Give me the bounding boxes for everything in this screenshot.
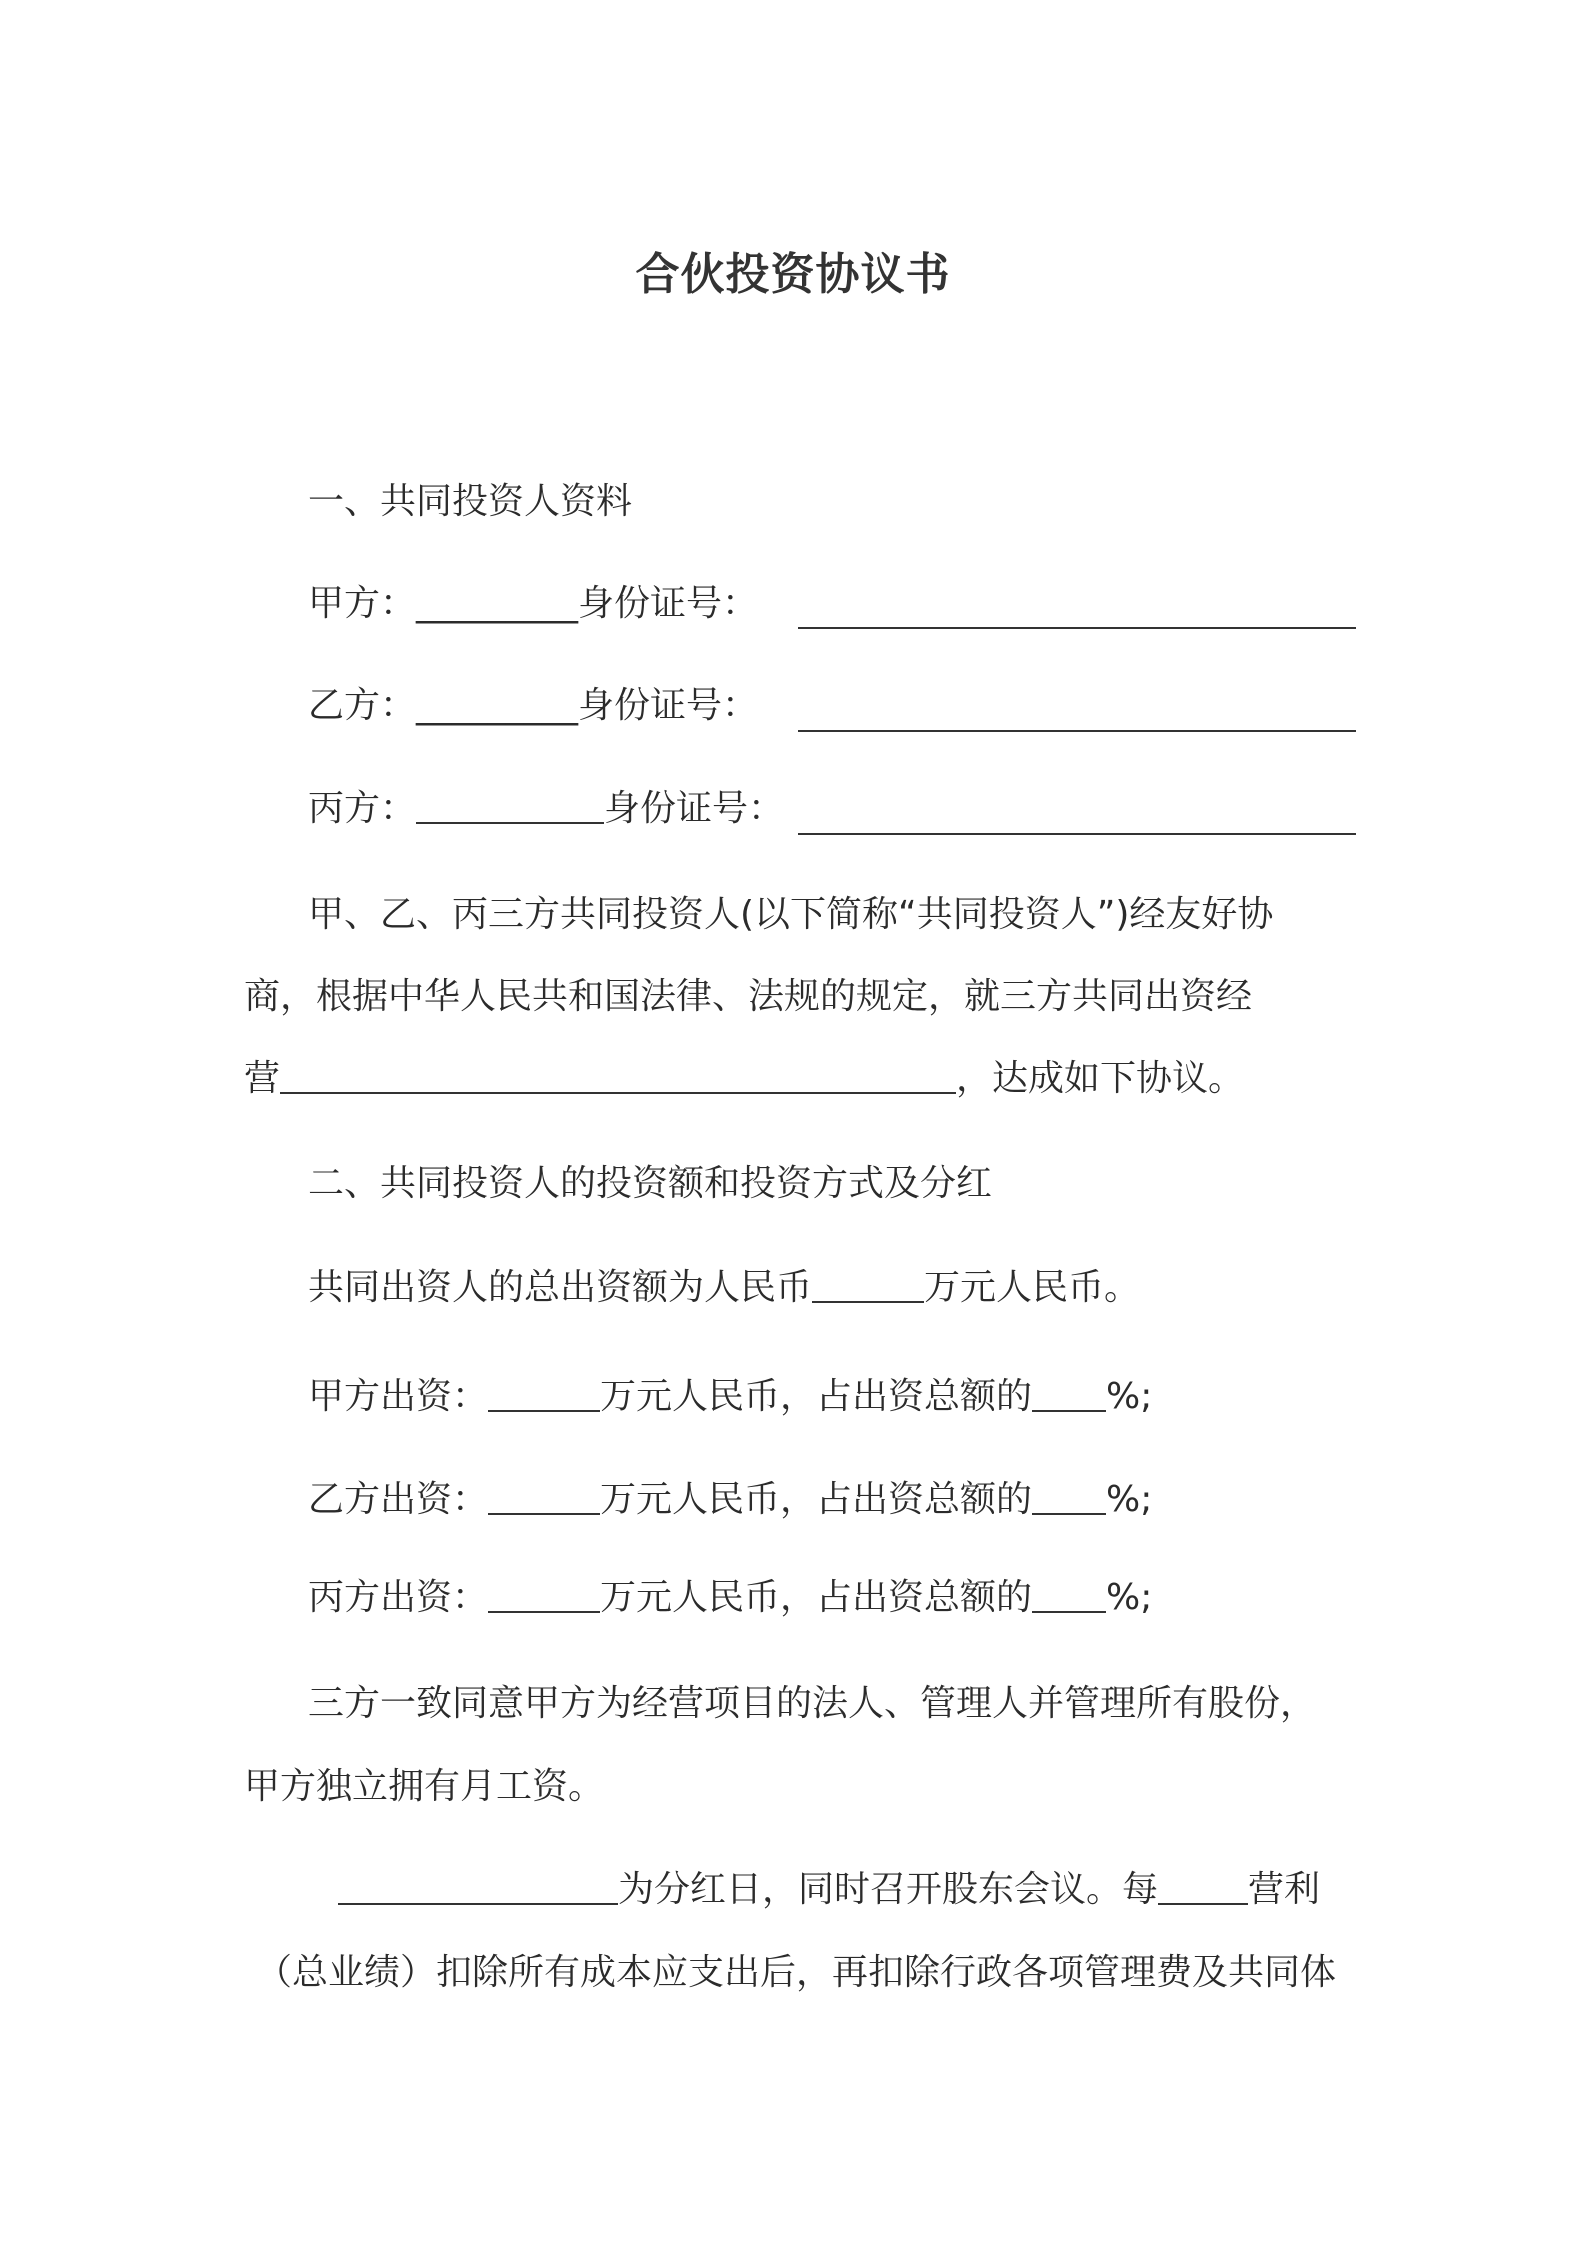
contribution-row-a [308, 1373, 1152, 1421]
contribution-b-unit: 万元人民币，占出资总额的 [600, 1479, 1033, 1520]
party-c-id-label: 身份证号： [604, 788, 785, 829]
contribution-c-pct-blank[interactable] [1032, 1575, 1106, 1613]
dividend-period-blank[interactable] [1158, 1867, 1248, 1905]
contribution-c-pct: %; [1106, 1577, 1153, 1618]
document-title: 合伙投资协议书 [635, 249, 951, 300]
intro-para-line3-end: ，达成如下协议。 [956, 1058, 1245, 1099]
party-b-label: 乙方： [308, 685, 417, 726]
contribution-a-pct: %; [1106, 1376, 1153, 1417]
last-line: （总业绩）扣除所有成本应支出后，再扣除行政各项管理费及共同体 [256, 1952, 1337, 1993]
party-b-name-filler[interactable]: _________ [416, 685, 579, 726]
contribution-b-label: 乙方出资： [308, 1479, 489, 1520]
dividend-end-text: 营利 [1248, 1869, 1321, 1910]
dividend-mid-text: 为分红日，同时召开股东会议。每 [618, 1869, 1159, 1910]
contribution-c-unit: 万元人民币，占出资总额的 [600, 1577, 1033, 1618]
section1-heading: 一、共同投资人资料 [308, 481, 633, 522]
party-c-id-blank[interactable] [798, 833, 1356, 835]
party-a-id-blank[interactable] [798, 627, 1356, 629]
dividend-row [338, 1866, 1320, 1914]
dividend-date-blank[interactable] [338, 1867, 618, 1905]
party-b-id-blank[interactable] [798, 730, 1356, 732]
total-contribution-row [308, 1264, 1140, 1312]
party-b-id-label: 身份证号： [578, 685, 759, 726]
party-b-row [308, 682, 758, 730]
contribution-b-pct-blank[interactable] [1032, 1477, 1106, 1515]
contribution-c-label: 丙方出资： [308, 1577, 489, 1618]
contribution-a-amount-blank[interactable] [488, 1374, 600, 1412]
total-amount-blank[interactable] [812, 1265, 924, 1303]
total-end-text: 万元人民币。 [924, 1267, 1141, 1308]
business-scope-blank[interactable] [280, 1056, 956, 1094]
contribution-b-amount-blank[interactable] [488, 1477, 600, 1515]
contribution-a-unit: 万元人民币，占出资总额的 [600, 1376, 1033, 1417]
contribution-b-pct: %; [1106, 1479, 1153, 1520]
party-c-name-blank[interactable] [416, 786, 604, 824]
party-a-name-filler[interactable]: _________ [416, 583, 579, 624]
contribution-row-c [308, 1574, 1152, 1622]
party-a-id-label: 身份证号： [578, 583, 759, 624]
contribution-row-b [308, 1476, 1152, 1524]
manager-para-line1: 三方一致同意甲方为经营项目的法人、管理人并管理所有股份， [308, 1683, 1317, 1724]
manager-para-line2: 甲方独立拥有月工资。 [244, 1766, 605, 1807]
party-c-label: 丙方： [308, 788, 417, 829]
intro-para-line3 [244, 1055, 1244, 1103]
party-a-row [308, 580, 758, 628]
contribution-a-pct-blank[interactable] [1032, 1374, 1106, 1412]
section2-heading: 二、共同投资人的投资额和投资方式及分红 [308, 1163, 993, 1204]
intro-para-line2: 商，根据中华人民共和国法律、法规的规定，就三方共同出资经 [244, 976, 1253, 1017]
party-c-row [308, 785, 784, 833]
intro-para-line3-start: 营 [244, 1058, 281, 1099]
contribution-a-label: 甲方出资： [308, 1376, 489, 1417]
intro-para-line1: 甲、乙、丙三方共同投资人(以下简称“共同投资人”)经友好协 [308, 894, 1274, 935]
contribution-c-amount-blank[interactable] [488, 1575, 600, 1613]
party-a-label: 甲方： [308, 583, 417, 624]
total-start-text: 共同出资人的总出资额为人民币 [308, 1267, 813, 1308]
